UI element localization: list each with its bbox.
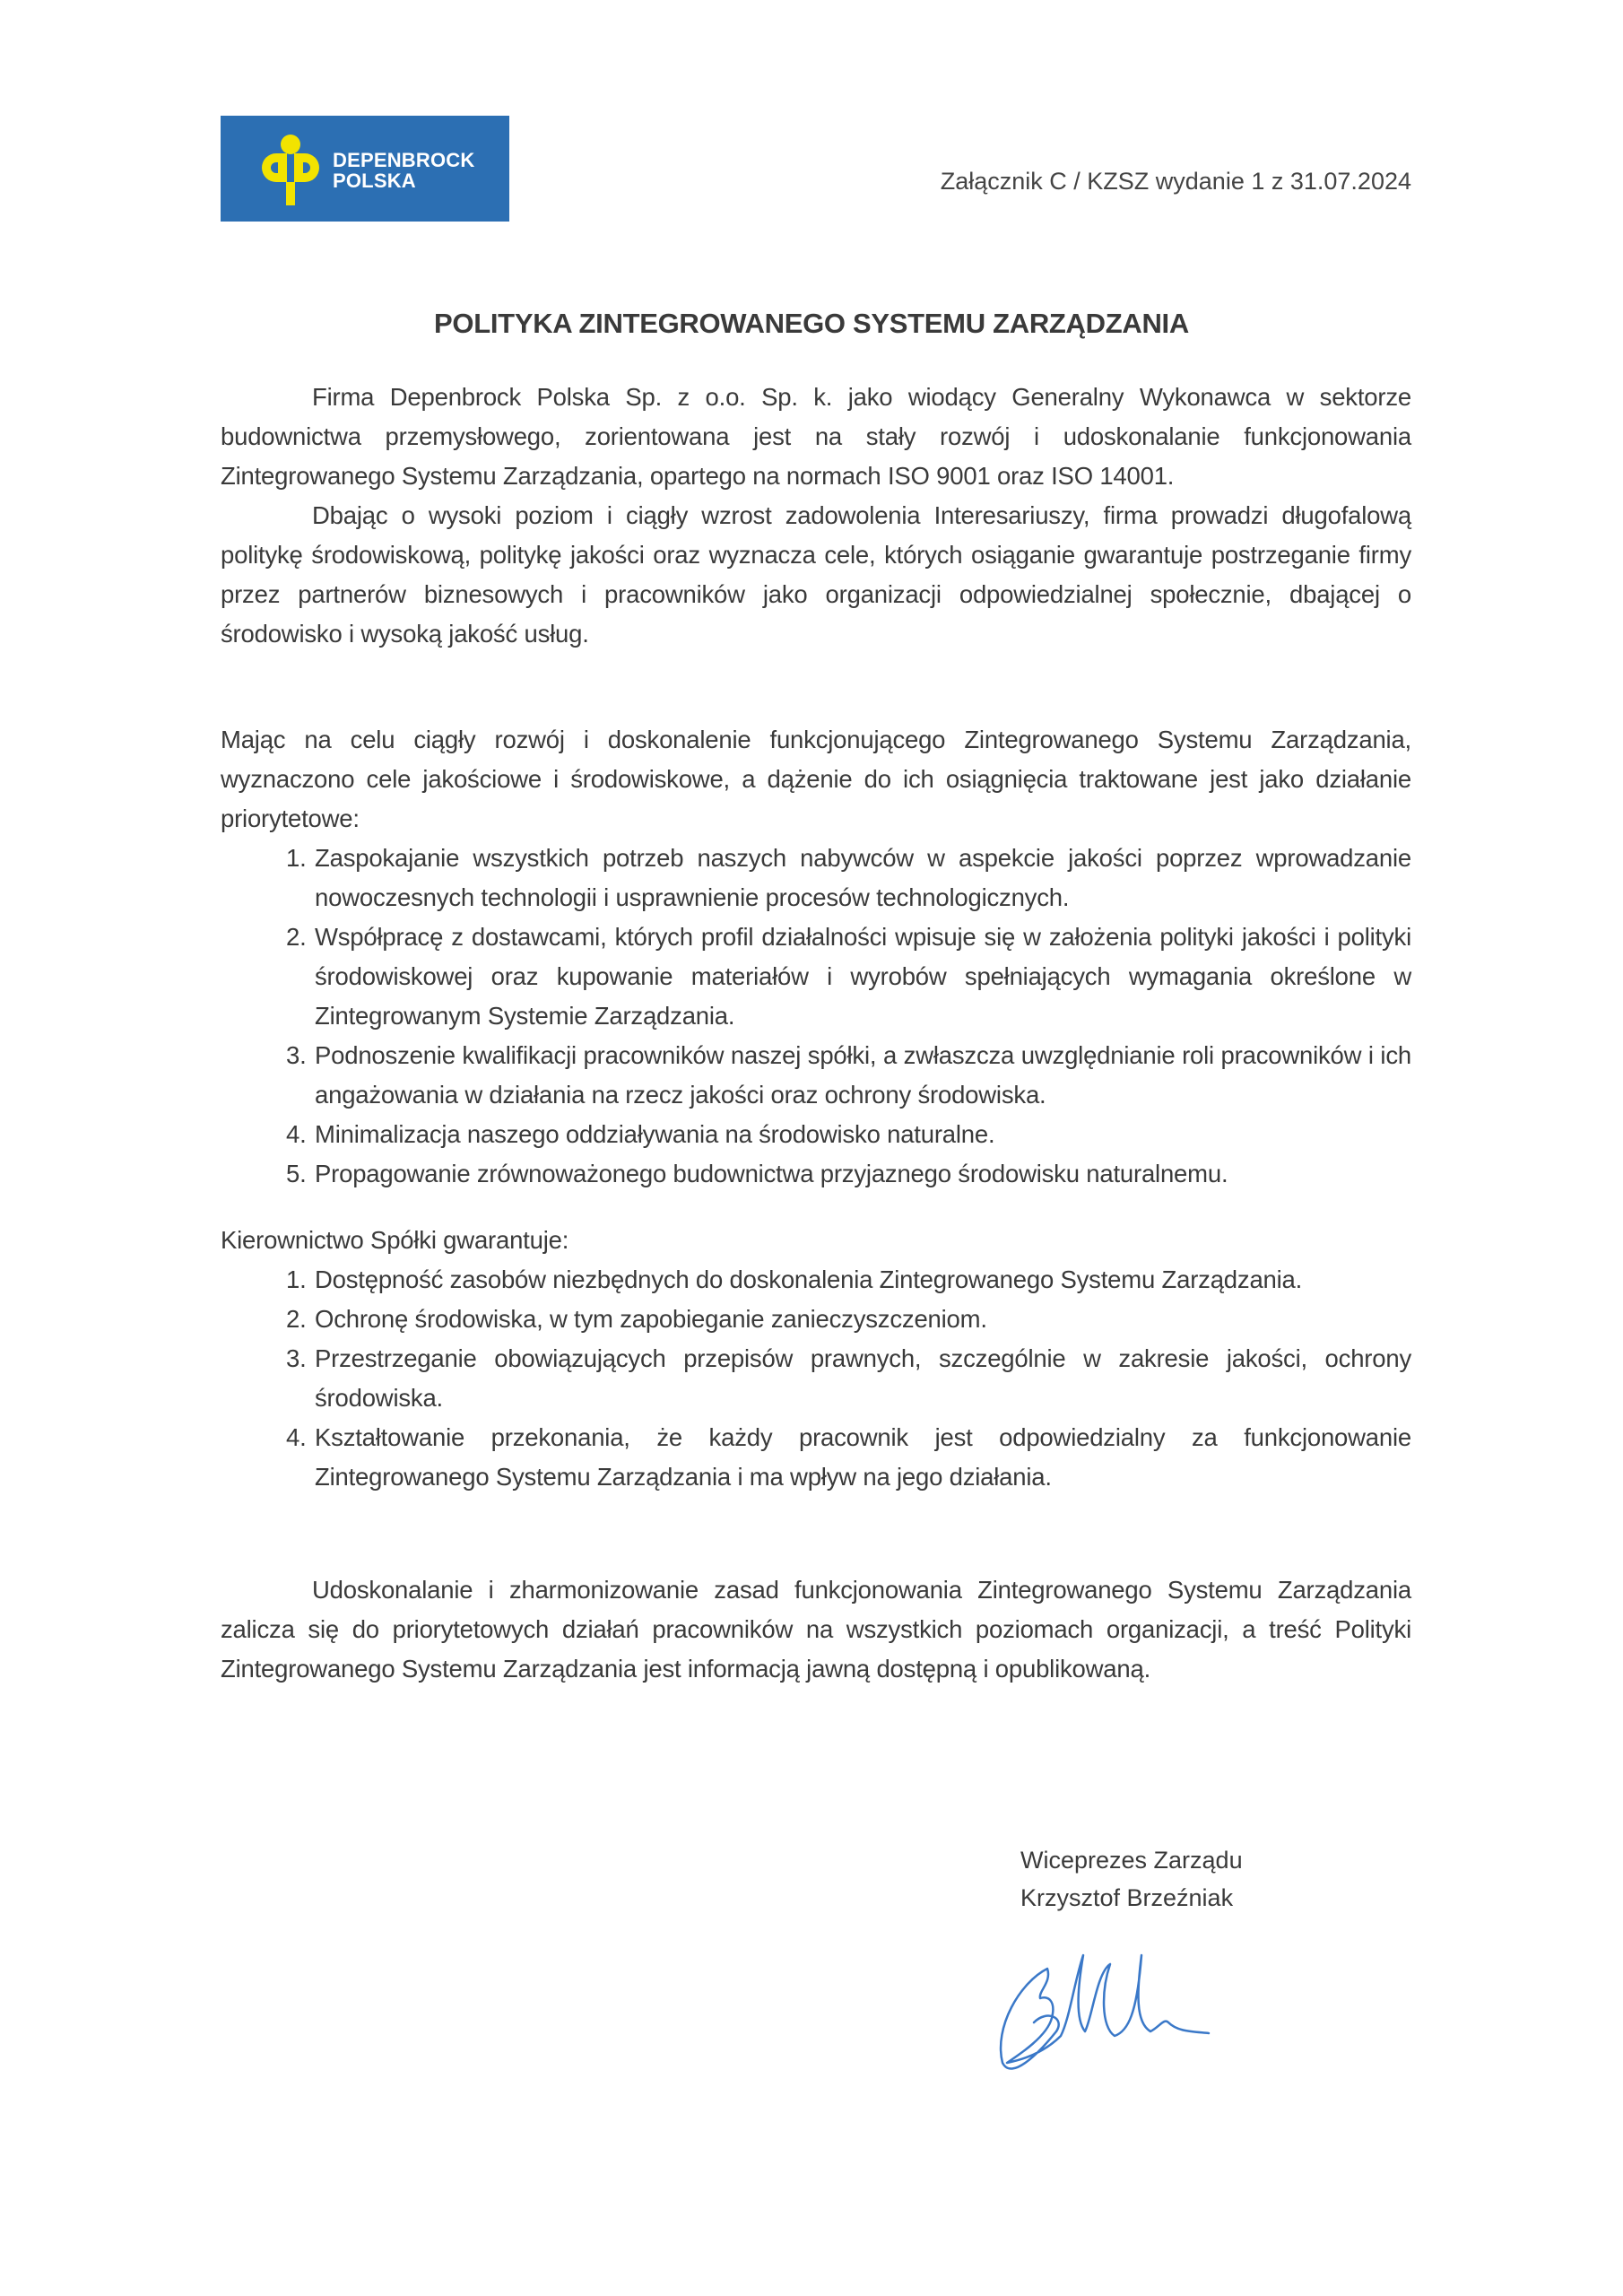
goal-item: 3. Podnoszenie kwalifikacji pracowników naszej spółki, a zwłaszcza uwzględnianie roli pracowników i ich angażowania w działania na rzecz jakości oraz ochrony środowiska.: [313, 1036, 1411, 1115]
management-lead: Kierownictwo Spółki gwarantuje:: [221, 1226, 569, 1254]
intro-section: [221, 378, 1411, 654]
signatory-block: [1020, 1841, 1243, 1917]
goal-item: 2. Współpracę z dostawcami, których profil działalności wpisuje się w założenia polityki jakości i polityki środowiskowej oraz kupowanie materiałów i wyrobów spełniających wymagania określone w Zintegrowanym Systemie Zarządzania.: [313, 918, 1411, 1036]
closing-paragraph: Udoskonalanie i zharmonizowanie zasad funkcjonowania Zintegrowanego Systemu Zarządzania zalicza się do priorytetowych działań pracowników na wszystkich poziomach organizacji, a treść Polityki Zintegrowanego Systemu Zarządzania jest informacją jawną dostępną i opublikowaną.: [221, 1576, 1411, 1683]
goal-item: 5. Propagowanie zrównoważonego budownictwa przyjaznego środowisku naturalnemu.: [313, 1154, 1411, 1194]
goals-lead: Mając na celu ciągły rozwój i doskonalenie funkcjonującego Zintegrowanego Systemu Zarządzania, wyznaczono cele jakościowe i środowiskowe, a dążenie do ich osiągnięcia traktowane jest jako działanie priorytetowe:: [221, 726, 1411, 832]
handwritten-signature-icon: [985, 1946, 1254, 2081]
intro-paragraph-2: Dbając o wysoki poziom i ciągły wzrost zadowolenia Interesariuszy, firma prowadzi długofalową politykę środowiskową, politykę jakości oraz wyznacza cele, których osiąganie gwarantuje postrzeganie firmy przez partnerów biznesowych i pracowników jako organizacji odpowiedzialnej społecznie, dbającej o środowisko i wysoką jakość usług.: [221, 501, 1411, 648]
goals-section: [221, 720, 1411, 1194]
intro-paragraph-1: Firma Depenbrock Polska Sp. z o.o. Sp. k. jako wiodący Generalny Wykonawca w sektorze budownictwa przemysłowego, zorientowana jest na stały rozwój i udoskonalanie funkcjonowania Zintegrowanego Systemu Zarządzania, opartego na normach ISO 9001 oraz ISO 14001.: [221, 383, 1411, 490]
closing-section: [221, 1570, 1411, 1689]
goal-item: 4. Minimalizacja naszego oddziaływania na środowisko naturalne.: [313, 1115, 1411, 1154]
signatory-name: Krzysztof Brzeźniak: [1020, 1884, 1234, 1911]
goals-list: [221, 839, 1411, 1194]
company-logo: [221, 116, 509, 222]
management-item: 4. Kształtowanie przekonania, że każdy pracownik jest odpowiedzialny za funkcjonowanie Zintegrowanego Systemu Zarządzania i ma wpływ na jego działania.: [313, 1418, 1411, 1497]
management-item: 2. Ochronę środowiska, w tym zapobieganie zanieczyszczeniom.: [313, 1300, 1411, 1339]
management-item: 3. Przestrzeganie obowiązujących przepisów prawnych, szczególnie w zakresie jakości, ochrony środowiska.: [313, 1339, 1411, 1418]
management-list: [221, 1260, 1411, 1497]
goal-item: 1. Zaspokajanie wszystkich potrzeb naszych nabywców w aspekcie jakości poprzez wprowadzanie nowoczesnych technologii i usprawnienie procesów technologicznych.: [313, 839, 1411, 918]
logo-line1: DEPENBROCK: [333, 149, 475, 171]
depenbrock-mark-icon: [255, 134, 326, 207]
management-section: [221, 1221, 1411, 1497]
logo-line2: POLSKA: [333, 170, 416, 192]
page-title: POLITYKA ZINTEGROWANEGO SYSTEMU ZARZĄDZANIA: [434, 308, 1189, 339]
management-item: 1. Dostępność zasobów niezbędnych do doskonalenia Zintegrowanego Systemu Zarządzania.: [313, 1260, 1411, 1300]
document-reference: Załącznik C / KZSZ wydanie 1 z 31.07.2024: [940, 168, 1411, 195]
signatory-role: Wiceprezes Zarządu: [1020, 1847, 1243, 1874]
